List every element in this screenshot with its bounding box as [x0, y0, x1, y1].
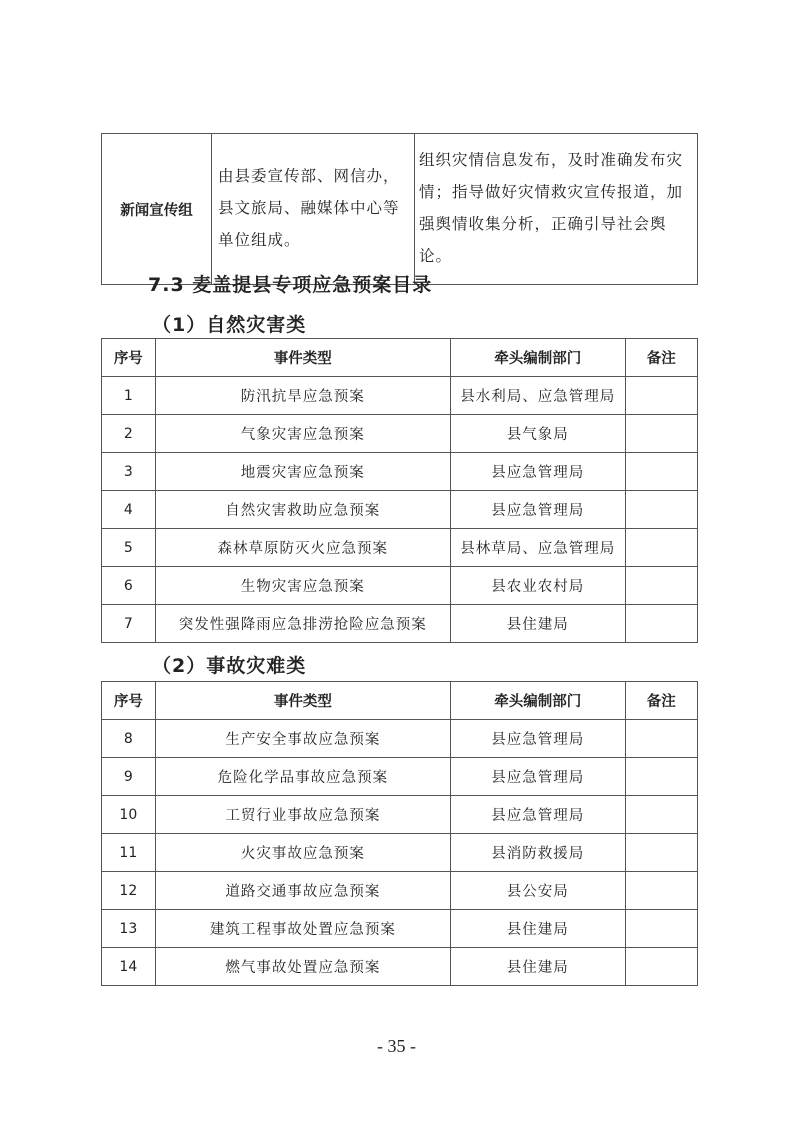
num-cell: 8: [102, 720, 156, 758]
num-cell: 4: [102, 491, 156, 529]
accident-disaster-table: [101, 681, 698, 986]
dept-cell: 县应急管理局: [451, 758, 626, 796]
num-cell: 2: [102, 415, 156, 453]
num-cell: 12: [102, 872, 156, 910]
header-dept: 牵头编制部门: [451, 682, 626, 720]
event-type-cell: 气象灾害应急预案: [155, 415, 450, 453]
num-cell: 9: [102, 758, 156, 796]
header-num: 序号: [102, 682, 156, 720]
note-cell: [625, 796, 697, 834]
event-type-cell: 建筑工程事故处置应急预案: [155, 910, 450, 948]
header-note: 备注: [625, 682, 697, 720]
event-type-cell: 生物灾害应急预案: [155, 567, 450, 605]
dept-cell: 县公安局: [451, 872, 626, 910]
dept-cell: 县气象局: [450, 415, 625, 453]
note-cell: [625, 567, 697, 605]
note-cell: [625, 377, 697, 415]
num-cell: 5: [102, 529, 156, 567]
dept-cell: 县农业农村局: [450, 567, 625, 605]
event-type-cell: 自然灾害救助应急预案: [155, 491, 450, 529]
event-type-cell: 工贸行业事故应急预案: [155, 796, 450, 834]
table-row: [102, 134, 698, 285]
event-type-cell: 危险化学品事故应急预案: [155, 758, 450, 796]
table-row: [102, 834, 698, 872]
event-type-cell: 道路交通事故应急预案: [155, 872, 450, 910]
header-note: 备注: [625, 339, 697, 377]
responsibility-table: [101, 133, 698, 285]
dept-cell: 县消防救援局: [451, 834, 626, 872]
event-type-cell: 燃气事故处置应急预案: [155, 948, 450, 986]
table-row: [102, 415, 698, 453]
event-type-cell: 突发性强降雨应急排涝抢险应急预案: [155, 605, 450, 643]
table-row: [102, 453, 698, 491]
accident-rows: [102, 720, 698, 986]
note-cell: [625, 491, 697, 529]
accident-disaster-heading: （2）事故灾难类: [152, 655, 307, 677]
note-cell: [625, 872, 697, 910]
num-cell: 13: [102, 910, 156, 948]
section-title: 7.3 麦盖提县专项应急预案目录: [148, 274, 433, 296]
dept-cell: 县水利局、应急管理局: [450, 377, 625, 415]
page-number: - 35 -: [377, 1036, 416, 1056]
note-cell: [625, 910, 697, 948]
natural-rows: [102, 377, 698, 643]
header-num: 序号: [102, 339, 156, 377]
dept-cell: 县住建局: [450, 605, 625, 643]
dept-cell: 县应急管理局: [450, 491, 625, 529]
num-cell: 6: [102, 567, 156, 605]
table-row: [102, 377, 698, 415]
group-duty-cell: 组织灾情信息发布，及时准确发布灾情；指导做好灾情救灾宣传报道，加强舆情收集分析，正确引导社会舆论。: [415, 134, 698, 285]
table-row: [102, 948, 698, 986]
event-type-cell: 火灾事故应急预案: [155, 834, 450, 872]
event-type-cell: 防汛抗旱应急预案: [155, 377, 450, 415]
note-cell: [625, 453, 697, 491]
dept-cell: 县应急管理局: [450, 453, 625, 491]
table-row: [102, 720, 698, 758]
num-cell: 3: [102, 453, 156, 491]
num-cell: 11: [102, 834, 156, 872]
dept-cell: 县应急管理局: [451, 720, 626, 758]
dept-cell: 县住建局: [451, 910, 626, 948]
table-row: [102, 872, 698, 910]
note-cell: [625, 720, 697, 758]
note-cell: [625, 948, 697, 986]
group-members-cell: 由县委宣传部、网信办，县文旅局、融媒体中心等单位组成。: [212, 134, 415, 285]
table-row: [102, 491, 698, 529]
table-row: [102, 910, 698, 948]
num-cell: 10: [102, 796, 156, 834]
event-type-cell: 森林草原防灭火应急预案: [155, 529, 450, 567]
header-type: 事件类型: [155, 682, 450, 720]
num-cell: 14: [102, 948, 156, 986]
table-row: [102, 758, 698, 796]
table-header-row: [102, 339, 698, 377]
note-cell: [625, 834, 697, 872]
event-type-cell: 地震灾害应急预案: [155, 453, 450, 491]
dept-cell: 县应急管理局: [451, 796, 626, 834]
note-cell: [625, 758, 697, 796]
group-name-cell: 新闻宣传组: [102, 134, 212, 285]
table-row: [102, 605, 698, 643]
header-dept: 牵头编制部门: [450, 339, 625, 377]
note-cell: [625, 415, 697, 453]
table-row: [102, 567, 698, 605]
num-cell: 7: [102, 605, 156, 643]
natural-disaster-table: [101, 338, 698, 643]
dept-cell: 县住建局: [451, 948, 626, 986]
note-cell: [625, 605, 697, 643]
num-cell: 1: [102, 377, 156, 415]
header-type: 事件类型: [155, 339, 450, 377]
table-row: [102, 529, 698, 567]
table-row: [102, 796, 698, 834]
table-header-row: [102, 682, 698, 720]
note-cell: [625, 529, 697, 567]
dept-cell: 县林草局、应急管理局: [450, 529, 625, 567]
natural-disaster-heading: （1）自然灾害类: [152, 314, 307, 336]
event-type-cell: 生产安全事故应急预案: [155, 720, 450, 758]
